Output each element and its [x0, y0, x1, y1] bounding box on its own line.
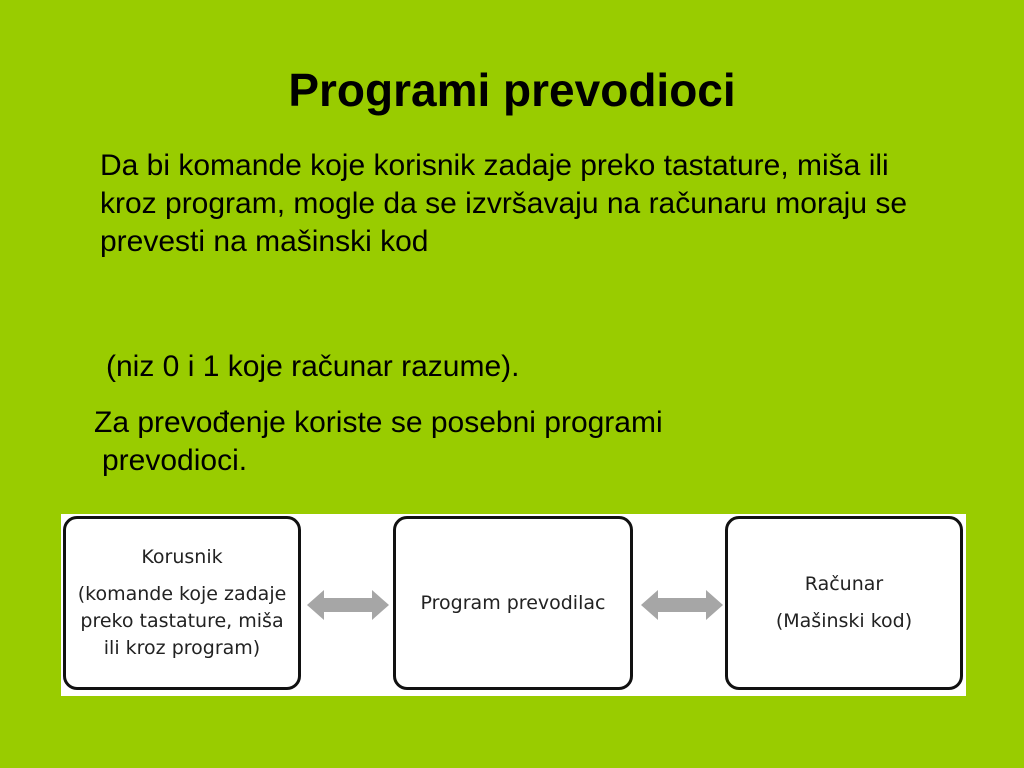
paragraph-binary-note: (niz 0 i 1 koje računar razume).: [106, 350, 520, 383]
paragraph-translators-line1: Za prevođenje koriste se posebni programi: [94, 406, 663, 439]
double-arrow-icon: [641, 588, 723, 622]
user-box-line1: (komande koje zadaje: [77, 583, 287, 605]
paragraph-translators: [94, 404, 954, 480]
flow-diagram: [61, 514, 966, 696]
double-arrow-shape-left: [307, 590, 389, 620]
double-arrow-icon: [307, 588, 389, 622]
user-box: [63, 516, 301, 690]
user-box-line2: preko tastature, miša: [80, 610, 284, 632]
slide-title: Programi prevodioci: [288, 64, 736, 116]
paragraph-translators-line2: prevodioci.: [102, 444, 248, 477]
user-box-title: Korusnik: [141, 546, 223, 568]
user-box-line3: ili kroz program): [103, 637, 261, 659]
paragraph-description: Da bi komande koje korisnik zadaje preko tastature, miša ili kroz program, mogle da se izvršavaju na računaru moraju se prevesti na mašinski kod: [100, 149, 908, 258]
translator-box: [393, 516, 633, 690]
translator-box-title: Program prevodilac: [420, 591, 606, 614]
computer-box: [725, 516, 963, 690]
computer-box-line1: (Mašinski kod): [775, 610, 913, 632]
computer-box-title: Računar: [804, 573, 884, 595]
double-arrow-shape-right: [641, 590, 723, 620]
